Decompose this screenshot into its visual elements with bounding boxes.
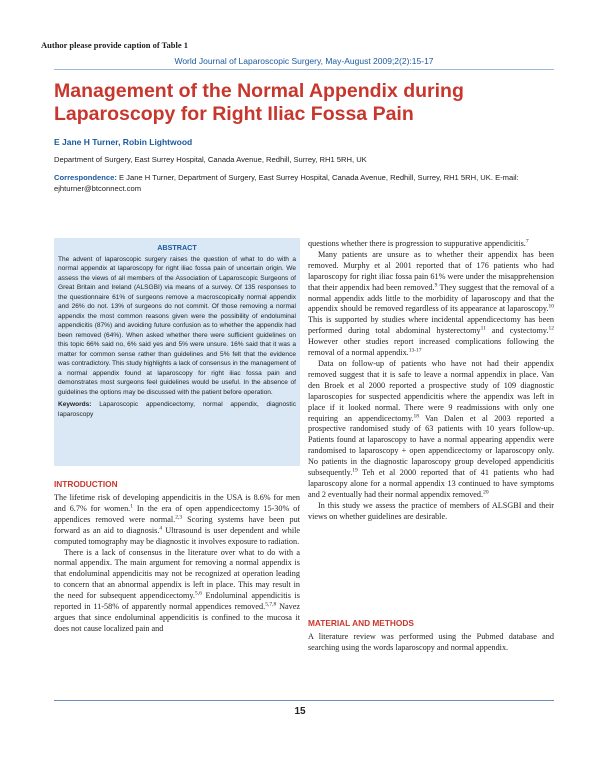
abstract-keywords (58, 400, 296, 419)
header-divider (54, 69, 554, 70)
introduction-heading: INTRODUCTION (54, 479, 118, 489)
abstract-heading: ABSTRACT (157, 243, 197, 252)
correspondence (54, 173, 552, 194)
page-number: 15 (294, 706, 306, 717)
right-paragraph-2: Data on follow-up of patients who have not had their appendix removed suggest that it is safe to leave a normal appendix in place. Van den Broek et al 2000 reported a prospective study of 109 diagnostic laparoscopies for suspected appendicitis where the appendix was left in place if it looked normal. There were 9 readmissions with only one requiring an appendicectomy.$^{18}$ Van Dalen et al 2003 reported a prospective randomised study of 63 patients with 10 years follow-up. Patients found at laparoscopy to have a normal appearing appendix were randomised to laparoscopy + open appendicectomy or laparoscopy only. No patients in the diagnostic laparoscopy group developed appendicitis subsequently.$^{19}$ Teh et al 2000 reported that of 41 patients who had laparoscopy alone for a normal appendix 13 continued to have symptoms and 2 eventually had their normal appendix removed.$^{20}$ (308, 358, 554, 499)
intro-paragraph-2: There is a lack of consensus in the literature over what to do with a normal appendix. The main argument for removing a normal appendix is that endoluminal appendicitis may not be recognized at operation leading to concern that an abnormal appendix is left in place. This may result in the need for subsequent appendicectomy.$^{5,6}$ Endoluminal appendicitis is reported in 11-58% of apparently normal appendices removed.$^{5,7,8}$ Navez argues that since endoluminal appendicitis is confined to the mucosa it does not cause localized pain and (54, 547, 300, 633)
keywords-text: Laparoscopic appendicectomy, normal appendix, diagnostic laparoscopy (58, 401, 296, 418)
left-column (54, 493, 300, 635)
abstract-box (54, 238, 300, 466)
right-paragraph-0: questions whether there is progression to suppurative appendicitis.$^7$ (308, 238, 529, 248)
methods-paragraph: A literature review was performed using the Pubmed database and searching using the words laparoscopy and normal appendix. (308, 632, 554, 652)
author-affiliation: Department of Surgery, East Surrey Hospital, Canada Avenue, Redhill, Surrey, RH1 5RH, UK (54, 155, 367, 164)
right-column (308, 239, 554, 523)
methods-heading: MATERIAL AND METHODS (308, 618, 414, 628)
journal-citation: World Journal of Laparoscopic Surgery, May-August 2009;2(2):15-17 (174, 56, 434, 66)
correspondence-text: E Jane H Turner, Department of Surgery, East Surrey Hospital, Canada Avenue, Redhill, Surrey, RH1 5RH, UK. E-mail: ejhturner@btconnect.com (54, 173, 519, 193)
correspondence-label: Correspondence: (54, 173, 117, 182)
intro-paragraph-1: The lifetime risk of developing appendicitis in the USA is 8.6% for men and 6.7% for women.$^1$ In the era of open appendicectomy 15-30% of appendices removed were normal.$^{2,3}$ Scoring systems have been put forward as an aid to diagnosis.$^4$ Ultrasound is user dependent and while computed tomography may be diagnostic it involves exposure to radiation. (54, 493, 300, 546)
keywords-label: Keywords: (58, 401, 92, 408)
right-paragraph-1: Many patients are unsure as to whether their appendix has been removed. Murphy et al 2001 reported that of 176 patients who had laparoscopy for right iliac fossa pain 61% were under the misapprehension that their appendix had been removed.$^9$ They suggest that the removal of a normal appendix adds little to the morbidity of laparoscopy and that the appendix should be removed regardless of its appearance at laparoscopy.$^{10}$ This is supported by studies where incidental appendicectomy has been performed during total abdominal hysterectomy$^{11}$ and cystectomy.$^{12}$ However other studies report increased complications following the removal of a normal appendix.$^{13-17}$ (308, 249, 555, 358)
methods-column (308, 632, 554, 654)
article-title: Management of the Normal Appendix during Laparoscopy for Right Iliac Fossa Pain (54, 80, 464, 125)
article-authors: E Jane H Turner, Robin Lightwood (54, 137, 193, 147)
abstract-body: The advent of laparoscopic surgery raises the question of what to do with a normal appendix at laparoscopy for right iliac fossa pain of uncertain origin. We assess the views of all members of the Association of Laparoscopic Surgeons of Great Britain and Ireland (ALSGBI) via means of a survey. Of 135 responses to the questionnaire 61% of surgeons remove a macroscopically normal appendix and 26% do not. 13% of surgeons do not commit. Of those removing a normal appendix the most common reasons given were the possibility of endoluminal appendicitis (87%) and avoiding future confusion as to whether the appendix had been removed (64%). When asked whether there were sufficient guidelines on this topic 66% said no, 6% said yes and 5% were unsure. 16% said that it was a matter for common sense rather than guidelines and 5% felt that the evidence was contradictory. This study highlights a lack of consensus in the management of a normal appendix found at laparoscopy for right iliac fossa pain and demonstrates most surgeons feel guidelines would be useful. In the absence of guidelines the options may be discussed with the patient before operation. (58, 255, 296, 396)
right-paragraph-3: In this study we assess the practice of members of ALSGBI and their views on whether guidelines are desirable. (308, 500, 554, 521)
footer-divider (54, 700, 554, 701)
author-note: Author please provide caption of Table 1 (41, 40, 189, 50)
